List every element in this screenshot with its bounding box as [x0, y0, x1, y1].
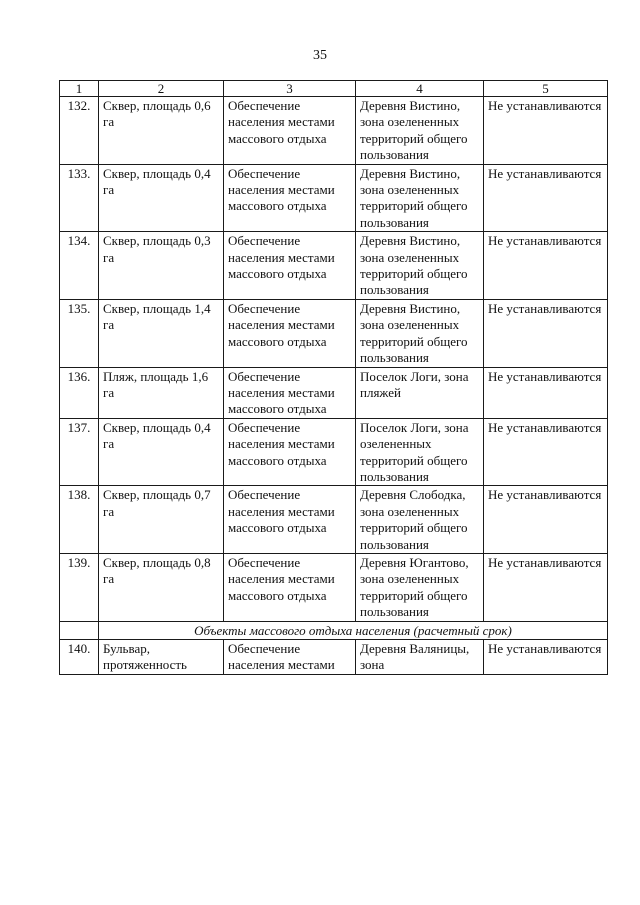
- object-location: Деревня Вистино, зона озелененных территорий общего пользования: [356, 97, 484, 165]
- object-zones: Не устанавливаются: [484, 232, 608, 300]
- section-spacer: [60, 621, 99, 639]
- object-purpose: Обеспечение населения местами: [224, 640, 356, 675]
- object-name: Пляж, площадь 1,6 га: [99, 367, 224, 418]
- object-purpose: Обеспечение населения местами массового отдыха: [224, 367, 356, 418]
- object-name: Сквер, площадь 0,4 га: [99, 418, 224, 486]
- header-col-3: 3: [224, 81, 356, 97]
- object-location: Поселок Логи, зона пляжей: [356, 367, 484, 418]
- objects-table: [59, 80, 608, 675]
- object-zones: Не устанавливаются: [484, 486, 608, 554]
- section-row: [60, 621, 608, 639]
- object-purpose: Обеспечение населения местами массового отдыха: [224, 164, 356, 232]
- object-location: Деревня Вистино, зона озелененных территорий общего пользования: [356, 164, 484, 232]
- object-name: Сквер, площадь 0,6 га: [99, 97, 224, 165]
- object-location: Деревня Вистино, зона озелененных территорий общего пользования: [356, 232, 484, 300]
- object-location: Деревня Слободка, зона озелененных территорий общего пользования: [356, 486, 484, 554]
- object-name: Сквер, площадь 0,7 га: [99, 486, 224, 554]
- table-row: [60, 418, 608, 486]
- object-location: Деревня Югантово, зона озелененных территорий общего пользования: [356, 553, 484, 621]
- table-row: [60, 640, 608, 675]
- object-purpose: Обеспечение населения местами массового отдыха: [224, 97, 356, 165]
- table-row: [60, 367, 608, 418]
- object-purpose: Обеспечение населения местами массового отдыха: [224, 553, 356, 621]
- object-name: Сквер, площадь 0,3 га: [99, 232, 224, 300]
- row-number: 136.: [60, 367, 99, 418]
- table-row: [60, 97, 608, 165]
- object-location: Деревня Вистино, зона озелененных территорий общего пользования: [356, 299, 484, 367]
- object-purpose: Обеспечение населения местами массового отдыха: [224, 232, 356, 300]
- table-row: [60, 299, 608, 367]
- object-name: Бульвар, протяженность: [99, 640, 224, 675]
- object-zones: Не устанавливаются: [484, 97, 608, 165]
- row-number: 138.: [60, 486, 99, 554]
- row-number: 135.: [60, 299, 99, 367]
- object-zones: Не устанавливаются: [484, 418, 608, 486]
- header-row: [60, 81, 608, 97]
- header-col-1: 1: [60, 81, 99, 97]
- section-title: Объекты массового отдыха населения (расчетный срок): [99, 621, 608, 639]
- header-col-2: 2: [99, 81, 224, 97]
- object-zones: Не устанавливаются: [484, 299, 608, 367]
- table-row: [60, 164, 608, 232]
- object-name: Сквер, площадь 0,8 га: [99, 553, 224, 621]
- object-name: Сквер, площадь 1,4 га: [99, 299, 224, 367]
- object-purpose: Обеспечение населения местами массового отдыха: [224, 418, 356, 486]
- table-row: [60, 232, 608, 300]
- row-number: 140.: [60, 640, 99, 675]
- row-number: 134.: [60, 232, 99, 300]
- object-zones: Не устанавливаются: [484, 553, 608, 621]
- header-col-5: 5: [484, 81, 608, 97]
- table-row: [60, 486, 608, 554]
- header-col-4: 4: [356, 81, 484, 97]
- object-purpose: Обеспечение населения местами массового отдыха: [224, 486, 356, 554]
- object-zones: Не устанавливаются: [484, 367, 608, 418]
- row-number: 139.: [60, 553, 99, 621]
- object-zones: Не устанавливаются: [484, 164, 608, 232]
- page-number: 35: [313, 48, 327, 63]
- row-number: 137.: [60, 418, 99, 486]
- table-row: [60, 553, 608, 621]
- row-number: 132.: [60, 97, 99, 165]
- object-location: Поселок Логи, зона озелененных территорий общего пользования: [356, 418, 484, 486]
- object-name: Сквер, площадь 0,4 га: [99, 164, 224, 232]
- row-number: 133.: [60, 164, 99, 232]
- object-zones: Не устанавливаются: [484, 640, 608, 675]
- object-location: Деревня Валяницы, зона: [356, 640, 484, 675]
- object-purpose: Обеспечение населения местами массового отдыха: [224, 299, 356, 367]
